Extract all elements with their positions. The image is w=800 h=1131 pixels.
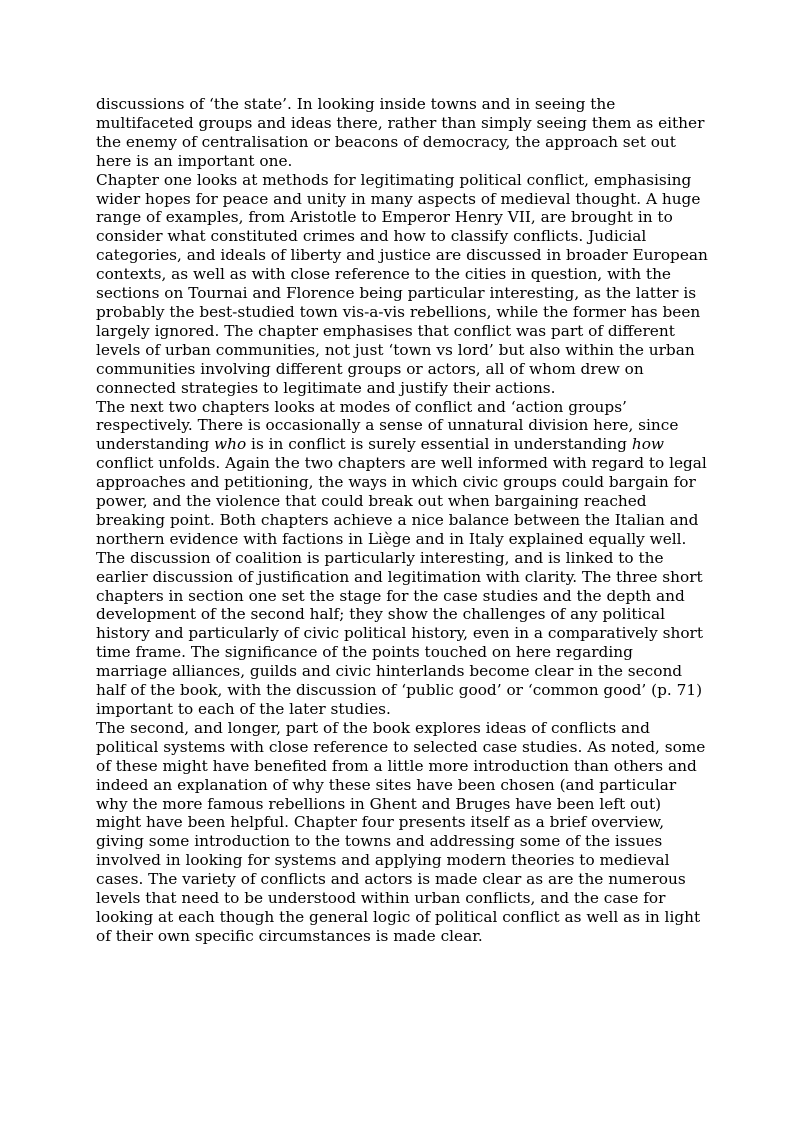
- paragraph-next-two-chapters: [96, 398, 708, 719]
- text-segment: is in conflict is surely essential in understanding: [246, 435, 632, 454]
- emphasis-how: how: [631, 435, 664, 454]
- text-segment: The next two chapters looks at modes of conflict and ‘action groups’ respectively. There is occasionally a sense of unnatural division here, since understanding: [96, 397, 679, 454]
- text-segment: conflict unfolds. Again the two chapters are well informed with regard to legal approaches and petitioning, the ways in which civic groups could bargain for power, and the violence that could break out when bargaining reached breaking point. Both chapters achieve a nice balance between the Italian and northern evidence with factions in Liège and in Italy explained equally well. The discussion of coalition is particularly interesting, and is linked to the earlier discussion of justification and legitimation with clarity. The three short chapters in section one set the stage for the case studies and the depth and development of the second half; they show the challenges of any political history and particularly of civic political history, even in a comparatively short time frame. The significance of the points touched on here regarding marriage alliances, guilds and civic hinterlands become clear in the second half of the book, with the discussion of ‘public good’ or ‘common good’ (p. 71) important to each of the later studies.: [96, 454, 707, 718]
- document-body: [96, 95, 708, 946]
- emphasis-who: who: [214, 435, 247, 454]
- paragraph-state-discussion: discussions of ‘the state’. In looking inside towns and in seeing the multifaceted groups and ideas there, rather than simply seeing them as either the enemy of centralisation or beacons of democracy, the approach set out here is an important one.: [96, 95, 705, 170]
- paragraph-second-part: The second, and longer, part of the book explores ideas of conflicts and political systems with close reference to selected case studies. As noted, some of these might have benefited from a little more introduction than others and indeed an explanation of why these sites have been chosen (and particular why the more famous rebellions in Ghent and Bruges have been left out) might have been helpful. Chapter four presents itself as a brief overview, giving some introduction to the towns and addressing some of the issues involved in looking for systems and applying modern theories to medieval cases. The variety of conflicts and actors is made clear as are the numerous levels that need to be understood within urban conflicts, and the case for looking at each though the general logic of political conflict as well as in light of their own specific circumstances is made clear.: [96, 718, 706, 945]
- paragraph-chapter-one: Chapter one looks at methods for legitimating political conflict, emphasising wider hopes for peace and unity in many aspects of medieval thought. A huge range of examples, from Aristotle to Emperor Henry VII, are brought in to consider what constituted crimes and how to classify conflicts. Judicial categories, and ideals of liberty and justice are discussed in broader European contexts, as well as with close reference to the cities in question, with the sections on Tournai and Florence being particular interesting, as the latter is probably the best-studied town vis-a-vis rebellions, while the former has been largely ignored. The chapter emphasises that conflict was part of different levels of urban communities, not just ‘town vs lord’ but also within the urban communities involving different groups or actors, all of whom drew on connected strategies to legitimate and justify their actions.: [96, 170, 708, 397]
